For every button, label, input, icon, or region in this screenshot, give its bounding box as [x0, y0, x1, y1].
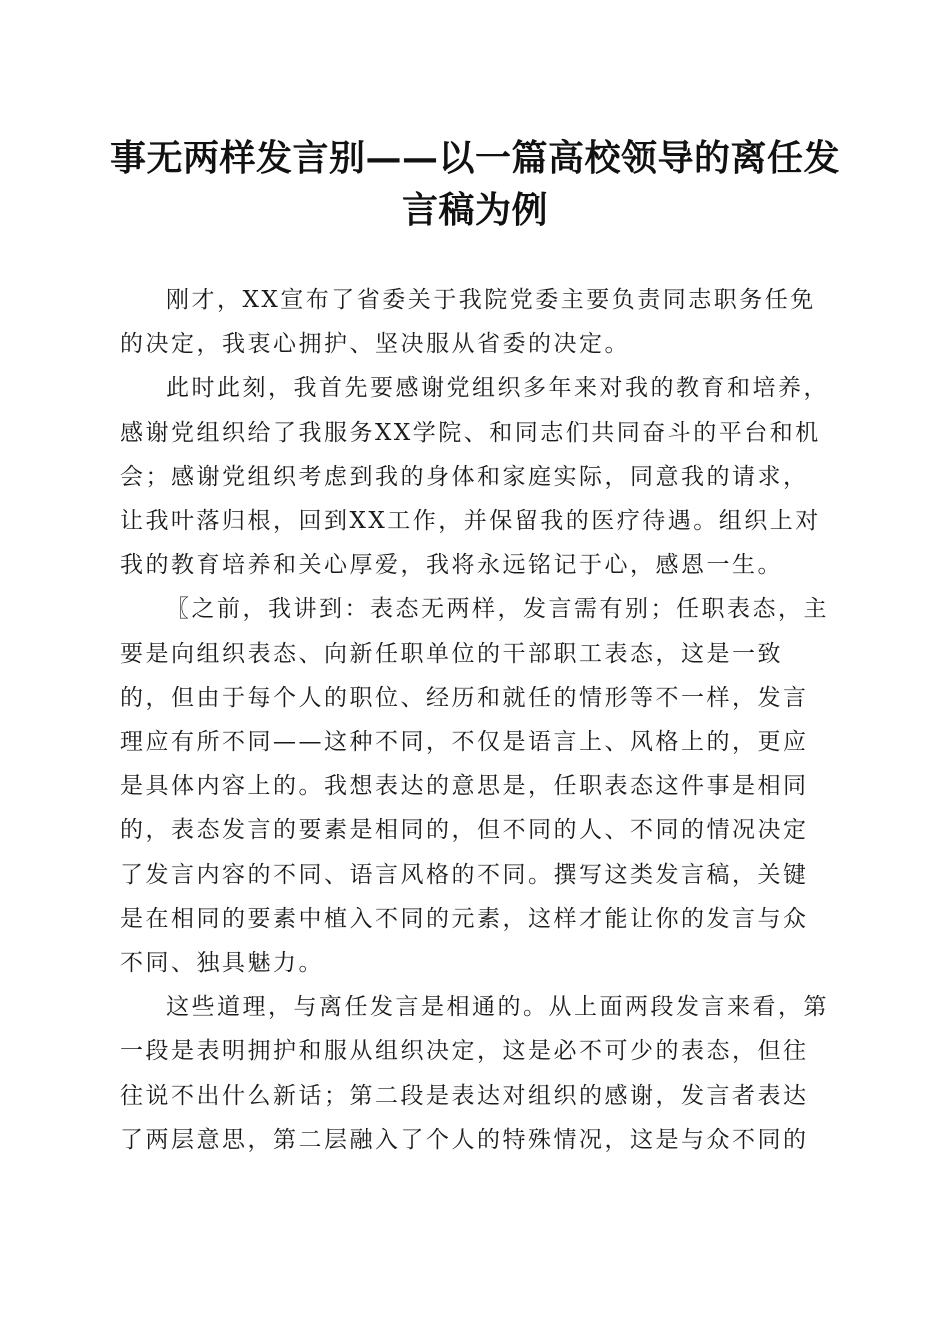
paragraph: 〖之前，我讲到：表态无两样，发言需有别；任职表态，主要是向组织表态、向新任职单位的干部职工表态，这是一致的，但由于每个人的职位、经历和就任的情形等不一样，发言理应有所不同——这种不同，不仅是语言上、风格上的，更应是具体内容上的。我想表达的意思是，任职表态这件事是相同的，表态发言的要素是相同的，但不同的人、不同的情况决定了发言内容的不同、语言风格的不同。撰写这类发言稿，关键是在相同的要素中植入不同的元素，这样才能让你的发言与众不同、独具魅力。 [120, 596, 829, 977]
document-body [120, 278, 832, 1162]
paragraph: 此时此刻，我首先要感谢党组织多年来对我的教育和培养，感谢党组织给了我服务XX学院、和同志们共同奋斗的平台和机会；感谢党组织考虑到我的身体和家庭实际，同意我的请求，让我叶落归根，回到XX工作，并保留我的医疗待遇。组织上对我的教育培养和关心厚爱，我将永远铭记于心，感恩一生。 [120, 375, 829, 579]
paragraph: 刚才，XX宣布了省委关于我院党委主要负责同志职务任免的决定，我衷心拥护、坚决服从省委的决定。 [120, 287, 816, 358]
paragraph: 这些道理，与离任发言是相通的。从上面两段发言来看，第一段是表明拥护和服从组织决定，这是必不可少的表态，但往往说不出什么新话；第二段是表达对组织的感谢，发言者表达了两层意思，第二层融入了个人的特殊情况，这是与众不同的 [120, 994, 829, 1153]
document-title: 事无两样发言别——以一篇高校领导的离任发言稿为例 [109, 137, 840, 231]
